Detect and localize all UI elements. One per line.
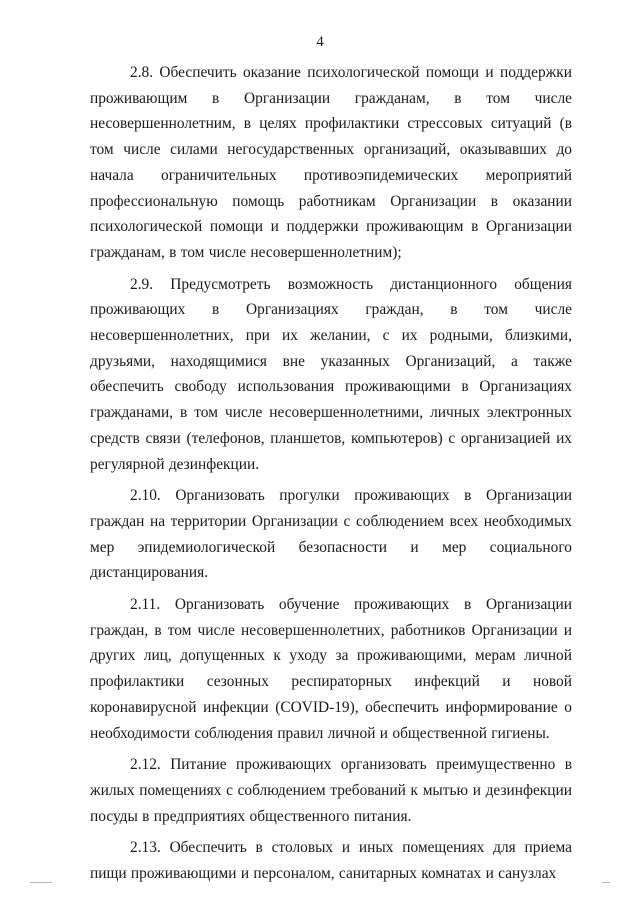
footer-scan-mark-left — [30, 882, 52, 883]
footer-scan-mark-right — [602, 882, 610, 883]
paragraph-2-8: 2.8. Обеспечить оказание психологической помощи и поддержки проживающим в Организации гражданам, в том числе несовершеннолетним, в целях профилактики стрессовых ситуаций (в том числе силами негосударственных организаций, оказывавших до начала ограничительных противоэпидемических мероприятий профессиональную помощь работникам Организации в оказании психологической помощи и поддержки проживающим в Организации гражданам, в том числе несовершеннолетним); — [90, 64, 572, 261]
paragraph-2-11: 2.11. Организовать обучение проживающих в Организации граждан, в том числе несовершеннолетних, работников Организации и других лиц, допущенных к уходу за проживающими, мерам личной профилактики сезонных респираторных инфекций и новой коронавирусной инфекции (COVID-19), обеспечить информирование о необходимости соблюдения правил личной и общественной гигиены. — [90, 596, 572, 742]
paragraph-2-13: 2.13. Обеспечить в столовых и иных помещениях для приема пищи проживающими и персоналом, санитарных комнатах и санузлах — [90, 839, 572, 883]
document-body — [90, 60, 572, 887]
paragraph-2-12: 2.12. Питание проживающих организовать преимущественно в жилых помещениях с соблюдением требований к мытью и дезинфекции посуды в предприятиях общественного питания. — [90, 756, 572, 825]
paragraph-2-9: 2.9. Предусмотреть возможность дистанционного общения проживающих в Организациях граждан, в том числе несовершеннолетних, при их желании, с их родными, близкими, друзьями, находящимися вне указанных Организаций, а также обеспечить свободу использования проживающими в Организациях гражданами, в том числе несовершеннолетними, личных электронных средств связи (телефонов, планшетов, компьютеров) с организацией их регулярной дезинфекции. — [90, 275, 572, 473]
page-number: 4 — [316, 34, 324, 50]
paragraph-2-10: 2.10. Организовать прогулки проживающих в Организации граждан на территории Организации с соблюдением всех необходимых мер эпидемиологической безопасности и мер социального дистанцирования. — [90, 487, 572, 582]
